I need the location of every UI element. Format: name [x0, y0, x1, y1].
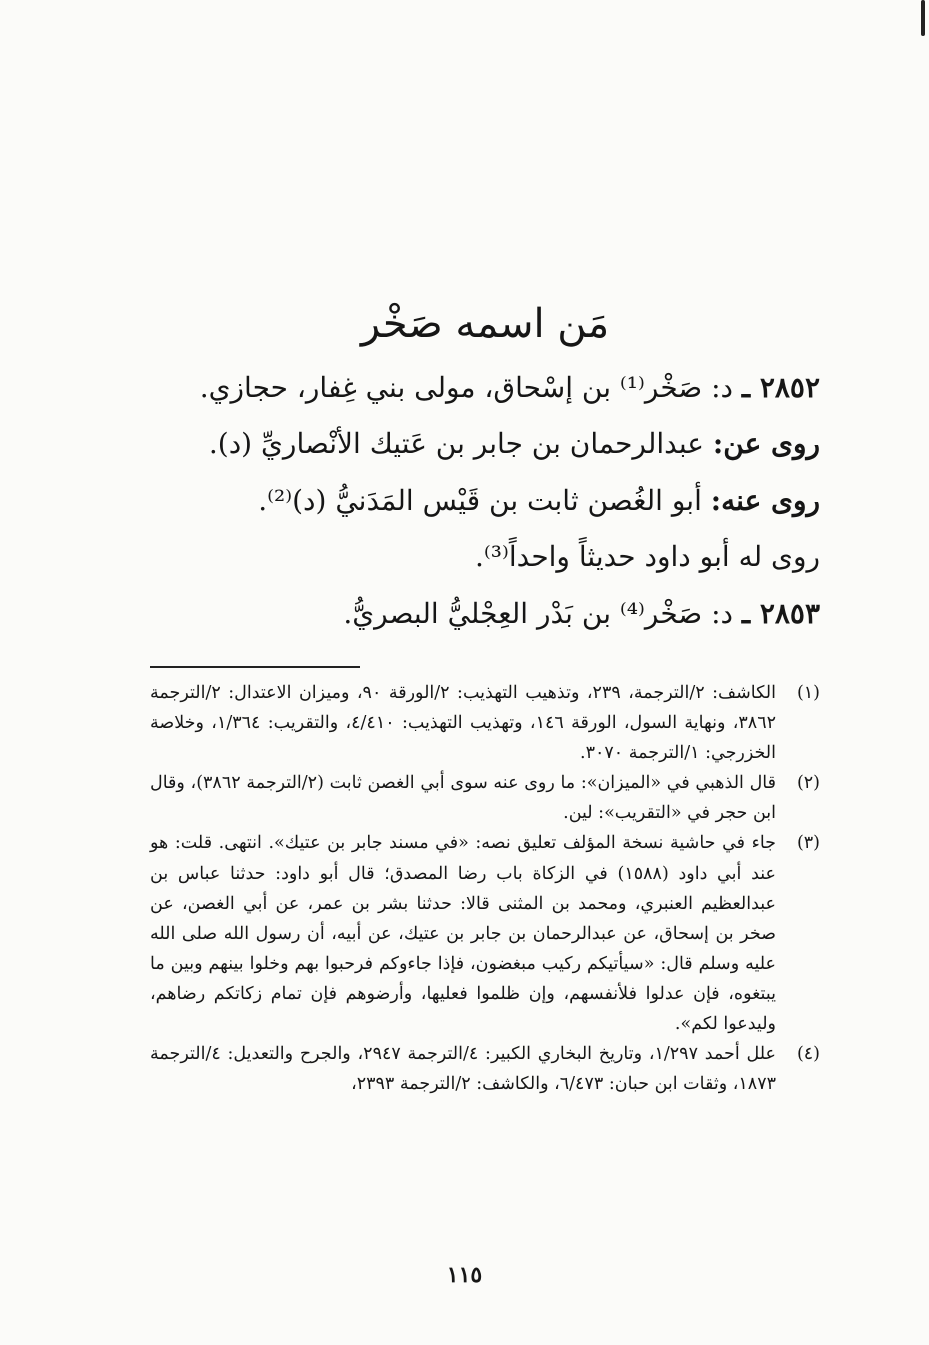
footnote-4: [150, 1039, 820, 1099]
footnote-separator: [150, 666, 360, 668]
entry-2852: [150, 370, 820, 406]
page-body: [150, 300, 820, 1099]
entry-number: ٢٨٥٢ ـ: [741, 371, 820, 404]
narrated-by-label: روى عنه:: [710, 483, 820, 517]
footnote-3: [150, 828, 820, 1039]
footnote-text: الكاشف: ٢/الترجمة، ٢٣٩، وتذهيب التهذيب: ٢/الورقة ٩٠، وميزان الاعتدال: ٢/الترجمة ٣٨٦٢، ونهاية السول، الورقة ١٤٦، وتهذيب التهذيب: ٤/٤١٠، والتقريب: ١/٣٦٤، وخلاصة الخزرجي: ١/الترجمة ٣٠٧٠.: [150, 682, 776, 764]
footnote-number: (٤): [796, 1044, 820, 1065]
footnote-text: قال الذهبي في «الميزان»: ما روى عنه سوى أبي الغصن ثابت (٢/الترجمة ٣٨٦٢)، وقال ابن حجر في «التقريب»: لين.: [150, 773, 776, 824]
narrated-by: [150, 483, 820, 519]
narrated-from-label: روى عن:: [712, 427, 820, 461]
page-edge-mark: [921, 0, 925, 36]
footnote-text: علل أحمد ١/٢٩٧، وتاريخ البخاري الكبير: ٤/الترجمة ٢٩٤٧، والجرح والتعديل: ٤/الترجمة ١٨٧٣، وثقات ابن حبان: ٦/٤٧٣، والكاشف: ٢/الترجمة ٢٣٩٣،: [150, 1044, 776, 1095]
narrated-from: [150, 426, 820, 462]
entry-text: د: صَخْر⁽⁴⁾ بن بَدْر العِجْليُّ البصريُّ.: [343, 596, 733, 630]
footnote-2: [150, 768, 820, 828]
hadith-count-text: روى له أبو داود حديثاً واحداً⁽³⁾.: [474, 540, 820, 574]
footnote-1: [150, 678, 820, 768]
footnote-text: جاء في حاشية نسخة المؤلف تعليق نصه: «في مسند جابر بن عتيك». انتهى. قلت: هو عند أبي داود (١٥٨٨) في الزكاة باب رضا المصدق؛ قال أبو داود: حدثنا عباس بن عبدالعظيم العنبري، ومحمد بن المثنى قالا: حدثنا بشر بن عمر، عن أبي الغصن، عن صخر بن إسحاق، عن عبدالرحمان بن جابر بن عتيك، عن أبيه، أن رسول الله صلى الله عليه وسلم قال: «سيأتيكم ركيب مبغضون، فإذا جاءوكم فرحبوا بهم وخلوا بينهم وبين ما يبتغوه، فإن عدلوا فلأنفسهم، وإن ظلموا فعليها، وأرضوهم فإن تمام زكاتكم رضاهم، وليدعوا لكم».: [150, 833, 776, 1034]
narrated-from-text: عبدالرحمان بن جابر بن عَتيك الأنْصاريِّ (د).: [208, 427, 705, 461]
entry-text: د: صَخْر⁽¹⁾ بن إسْحاق، مولى بني غِفار، حجازي.: [199, 371, 733, 404]
entry-number: ٢٨٥٣ ـ: [741, 596, 820, 630]
footnote-number: (٣): [796, 833, 820, 854]
footnote-number: (٢): [796, 773, 820, 794]
page-number: ١١٥: [446, 1262, 483, 1288]
entry-2853: [150, 596, 820, 632]
footnote-number: (١): [796, 682, 820, 703]
narrated-by-text: أبو الغُصن ثابت بن قَيْس المَدَنيُّ (د)⁽²⁾.: [258, 483, 702, 517]
hadith-count-note: [150, 539, 820, 575]
footnotes: [150, 678, 820, 1099]
section-title: مَن اسمه صَخْر: [360, 301, 610, 347]
